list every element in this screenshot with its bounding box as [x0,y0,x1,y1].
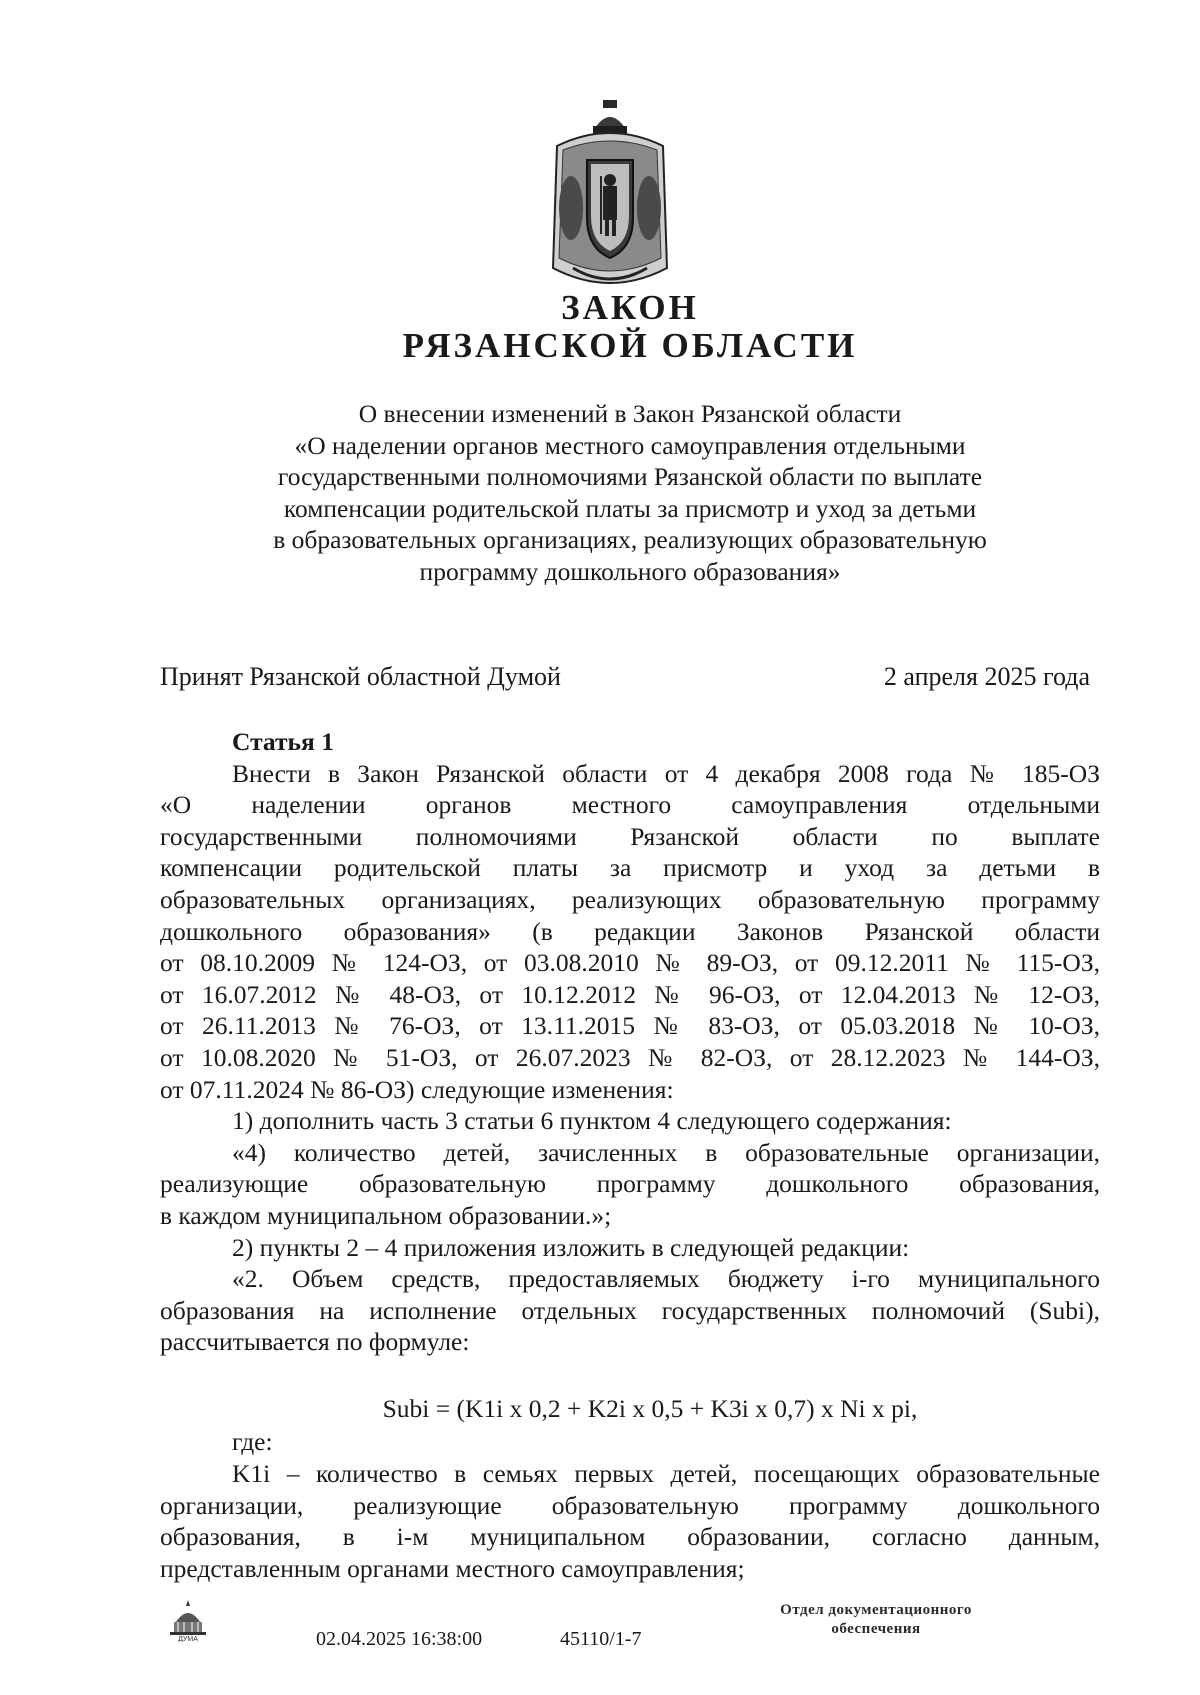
coat-of-arms-emblem [543,98,677,298]
adopted-by: Принят Рязанской областной Думой [160,662,561,691]
subject-line: О внесении изменений в Закон Рязанской области [358,399,902,428]
item1-quote-line: в каждом муниципальном образовании.»; [160,1200,612,1230]
subject-line: в образовательных организациях, реализующих образовательную [273,525,987,555]
duma-logo-icon [168,1598,208,1642]
item1-quote-line: реализующие образовательную программу дошкольного образования, [160,1169,1100,1199]
document-title-region: РЯЗАНСКОЙ ОБЛАСТИ [402,326,858,365]
subvention-formula: Subi = (K1i x 0,2 + K2i x 0,5 + K3i x 0,7) x Ni x pi, [382,1393,918,1423]
document-title-law: ЗАКОН [561,288,699,327]
formula-where: где: [232,1427,273,1457]
article-body [160,726,1100,1584]
amendment-item-1: 1) дополнить часть 3 статьи 6 пунктом 4 следующего содержания: [232,1106,952,1136]
article-text-line: «О наделении органов местного самоуправления отдельными [160,790,1100,820]
article-text-line: образовательных организациях, реализующих образовательную программу [160,884,1100,914]
subject-line: программу дошкольного образования» [419,556,841,586]
k1-definition-line: организации, реализующие образовательную программу дошкольного [160,1490,1100,1520]
subject-line: компенсации родительской платы за присмотр и уход за детьми [283,493,977,523]
article-text-line: от 10.08.2020 № 51-ОЗ, от 26.07.2023 № 82-ОЗ, от 28.12.2023 № 144-ОЗ, [160,1042,1100,1072]
article-text-line: от 07.11.2024 № 86-ОЗ) следующие изменения: [160,1074,674,1104]
registration-number: 45110/1-7 [560,1628,642,1650]
article-text-line: от 26.11.2013 № 76-ОЗ, от 13.11.2015 № 83-ОЗ, от 05.03.2018 № 10-ОЗ, [160,1011,1100,1041]
subject-line: государственными полномочиями Рязанской области по выплате [277,462,983,492]
department-line: Отдел документационного [780,1602,972,1618]
department-line: обеспечения [831,1621,921,1637]
article-text-line: государственными полномочиями Рязанской области по выплате [160,821,1100,851]
article-heading: Статья 1 [232,727,334,756]
article-text-line: дошкольного образования» (в редакции Законов Рязанской области [160,916,1100,946]
article-text-line: от 16.07.2012 № 48-ОЗ, от 10.12.2012 № 96-ОЗ, от 12.04.2013 № 12-ОЗ, [160,979,1100,1009]
item2-quote-line: образования на исполнение отдельных государственных полномочий (Subi), [160,1295,1100,1325]
item2-quote-line: рассчитывается по формуле: [160,1327,470,1357]
article-text-line: компенсации родительской платы за присмотр и уход за детьми в [160,853,1100,883]
k1-definition-line: образования, в i-м муниципальном образовании, согласно данным, [160,1522,1100,1552]
k1-definition-line: K1i – количество в семьях первых детей, посещающих образовательные [232,1459,1100,1489]
item1-quote-line: «4) количество детей, зачисленных в образовательные организации, [232,1137,1100,1167]
subject-line: «О наделении органов местного самоуправления отдельными [294,430,966,460]
amendment-item-2: 2) пункты 2 – 4 приложения изложить в следующей редакции: [232,1232,910,1262]
k1-definition-line: представленным органами местного самоуправления; [160,1553,745,1583]
department-stamp [726,1601,1026,1639]
adopted-date: 2 апреля 2025 года [883,662,1090,691]
registration-datetime: 02.04.2025 16:38:00 [316,1628,483,1650]
law-subject [200,398,1060,588]
item2-quote-line: «2. Объем средств, предоставляемых бюджету i-го муниципального [232,1264,1100,1294]
article-text-line: от 08.10.2009 № 124-ОЗ, от 03.08.2010 № 89-ОЗ, от 09.12.2011 № 115-ОЗ, [160,948,1100,978]
duma-logo-text: ДУМА [178,1636,198,1642]
article-text-line: Внести в Закон Рязанской области от 4 декабря 2008 года № 185-ОЗ [232,758,1100,788]
